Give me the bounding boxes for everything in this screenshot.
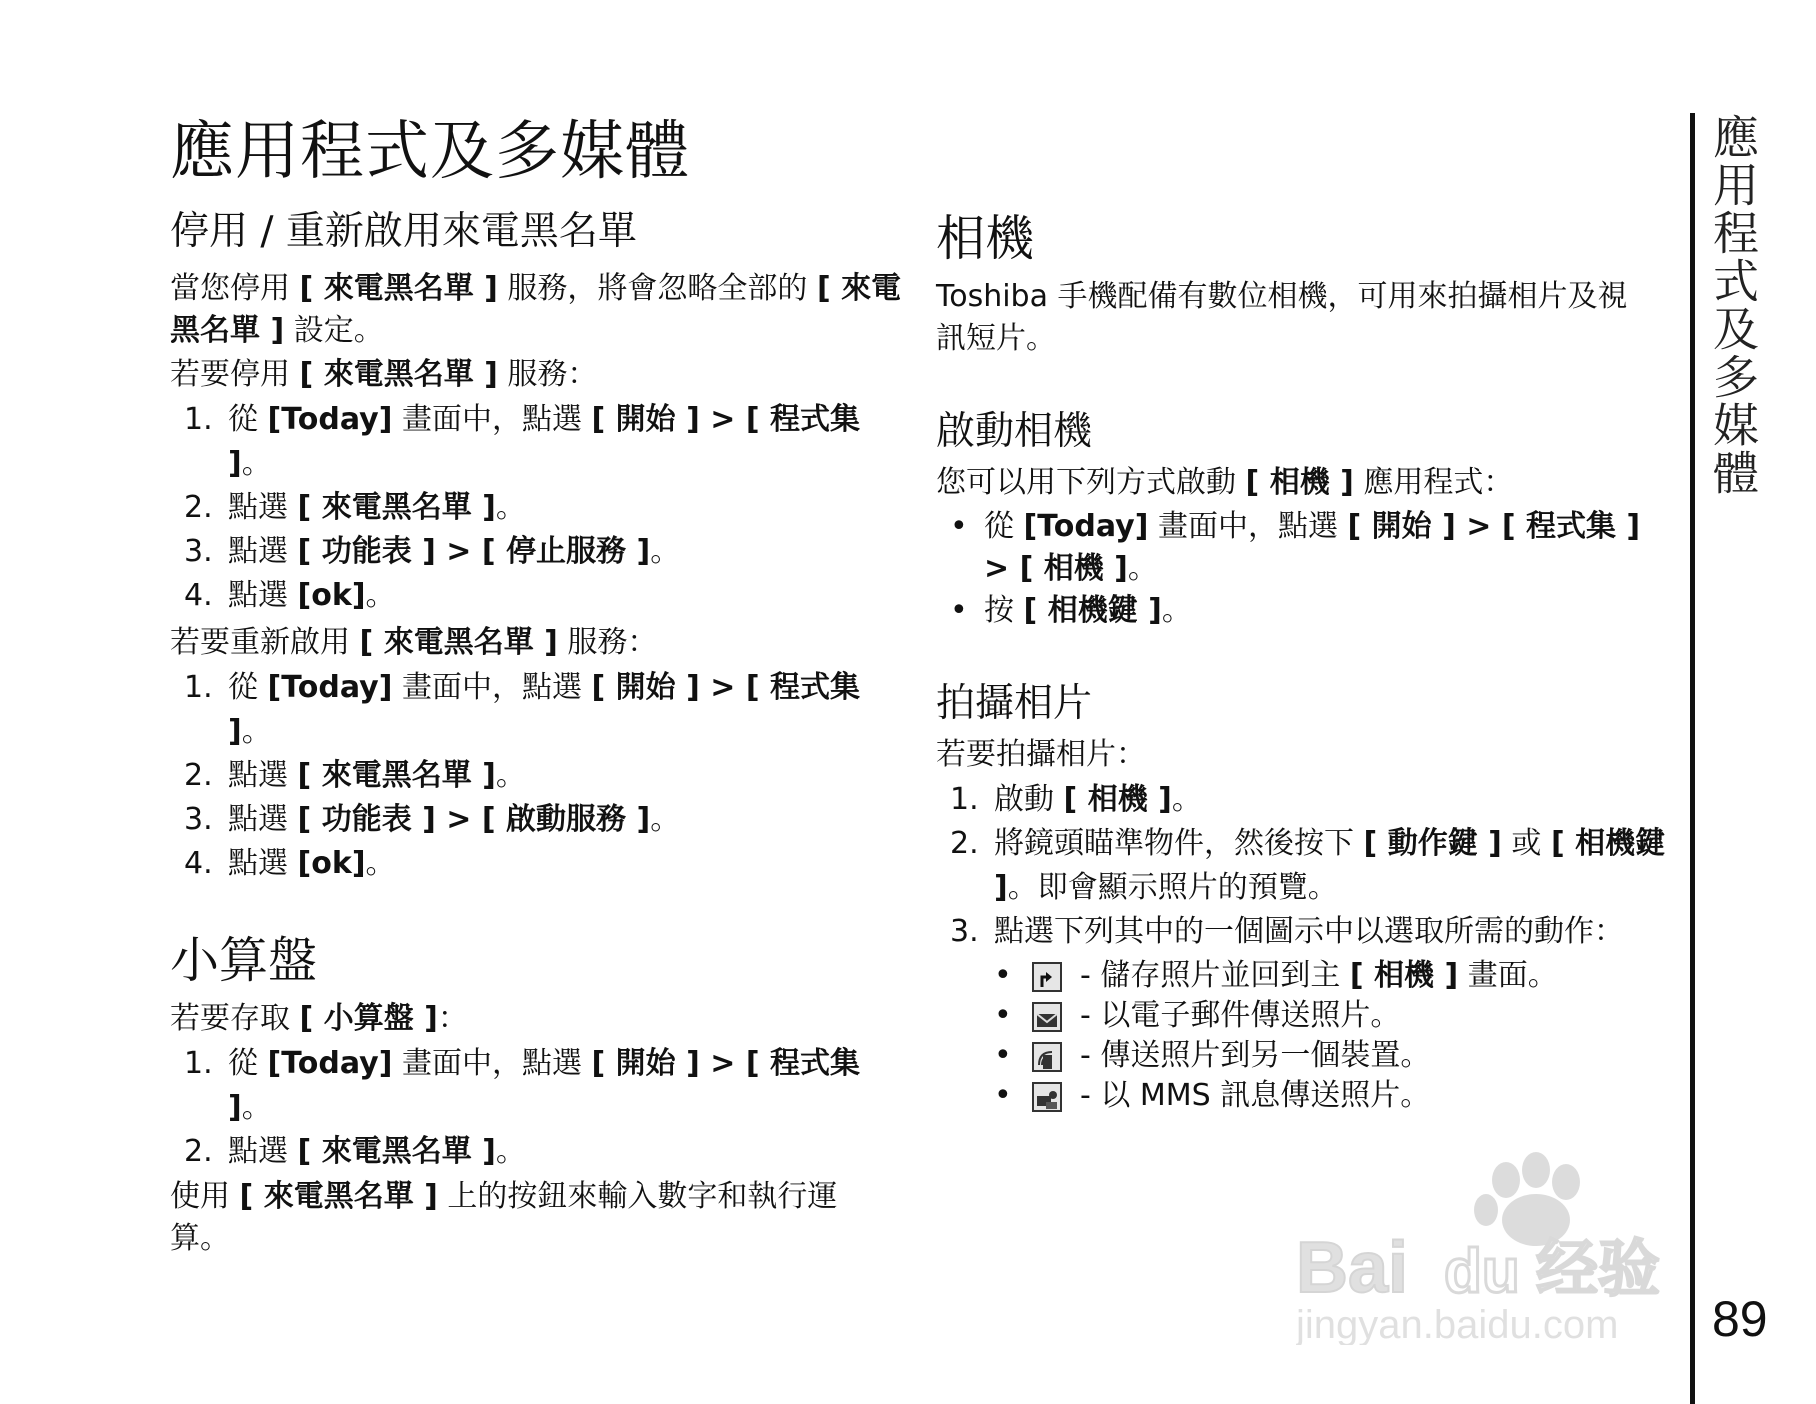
enable-intro: [170, 622, 910, 664]
text-run: [Today]: [267, 670, 393, 705]
text-run: 。: [650, 802, 681, 837]
bullet-icon: •: [994, 1038, 1012, 1073]
blacklist-intro: [170, 268, 910, 352]
text-run: [ 來電黑名單 ]: [297, 490, 496, 525]
text-run: 點選: [228, 578, 298, 613]
text-run: 點選: [228, 802, 298, 837]
step-number: 4.: [184, 846, 213, 881]
step-number: 2.: [184, 758, 213, 793]
text-run: 啟動: [994, 782, 1064, 817]
svg-text:经验: 经验: [1536, 1232, 1661, 1305]
text-run: [ 相機鍵 ]: [994, 826, 1666, 905]
text-run: [ok]: [297, 846, 366, 881]
bullet-icon: •: [994, 958, 1012, 993]
bullet-icon: •: [950, 593, 968, 628]
step-number: 2.: [184, 1134, 213, 1169]
icon-options: [982, 956, 1671, 1116]
text-run: 從: [228, 670, 268, 705]
text-run: [ 來電黑名單 ]: [297, 1134, 496, 1169]
bullet-icon: •: [994, 998, 1012, 1033]
text-run: 按: [984, 593, 1024, 628]
page-number: 89: [1712, 1291, 1768, 1347]
icon-option-text: [1040, 998, 1400, 1033]
text-run: - 儲存照片並回到主: [1080, 958, 1350, 993]
text-run: 使用: [170, 1179, 240, 1214]
text-run: [ 開始 ] > [ 程式集 ] > [ 相機 ]: [984, 509, 1641, 586]
text-run: 若要重新啟用: [170, 625, 360, 660]
text-run: [ 來電黑名單 ]: [170, 271, 902, 348]
text-run: 從: [984, 509, 1024, 544]
list-item: [170, 842, 910, 886]
shoot-intro: [936, 734, 1671, 776]
text-run: 。: [365, 578, 396, 613]
list-item: [170, 574, 910, 618]
baidu-watermark-logo: [1296, 1140, 1716, 1345]
text-run: [ 來電黑名單 ]: [359, 625, 558, 660]
text-run: 從: [228, 1046, 268, 1081]
text-run: 畫面中，點選: [392, 1046, 592, 1081]
text-run: - 以 MMS 訊息傳送照片。: [1080, 1078, 1431, 1113]
mms-icon: [1032, 1082, 1062, 1112]
launch-intro: [936, 462, 1671, 504]
calculator-intro: [170, 998, 910, 1040]
text-run: 畫面。: [1458, 958, 1558, 993]
text-run: 若要存取: [170, 1001, 300, 1036]
text-run: 服務：: [557, 625, 658, 660]
step-number: 3.: [950, 914, 979, 949]
list-item: [936, 910, 1671, 954]
launch-bullets: [936, 506, 1671, 632]
list-item: [170, 530, 910, 574]
text-run: 您可以用下列方式啟動: [936, 465, 1246, 500]
step-number: 1.: [184, 1046, 213, 1081]
text-run: 。: [495, 490, 526, 525]
text-run: 點選: [228, 846, 298, 881]
send-device-icon: [1032, 1042, 1062, 1072]
email-icon: [1032, 1002, 1062, 1032]
text-run: 。: [1127, 551, 1158, 586]
text-run: Toshiba 手機配備有數位相機，可用來拍攝相片及視訊短片。: [936, 279, 1628, 356]
list-item: [170, 486, 910, 530]
step-number: 3.: [184, 802, 213, 837]
enable-steps: [170, 666, 910, 886]
text-run: 畫面中，點選: [392, 670, 592, 705]
text-run: 若要停用: [170, 357, 300, 392]
text-run: 。: [495, 758, 526, 793]
text-run: 。: [650, 534, 681, 569]
calculator-steps: [170, 1042, 910, 1174]
launch-camera-heading: 啟動相機: [936, 409, 1093, 454]
icon-option-text: [1040, 1038, 1430, 1073]
step-number: 1.: [184, 402, 213, 437]
text-run: [ 來電黑名單 ]: [239, 1179, 438, 1214]
text-run: 。: [241, 1090, 272, 1125]
step-number: 2.: [950, 826, 979, 861]
text-run: 點選: [228, 1134, 298, 1169]
text-run: [Today]: [267, 402, 393, 437]
bullet-item: [936, 506, 1671, 590]
text-run: [ 功能表 ] > [ 啟動服務 ]: [297, 802, 651, 837]
disable-intro: [170, 354, 910, 396]
text-run: 上的按鈕來輸入數字和執行運算。: [170, 1179, 838, 1256]
text-run: 應用程式：: [1353, 465, 1514, 500]
icon-option-item: [982, 956, 1671, 996]
camera-heading: 相機: [936, 210, 1035, 267]
side-title: 應用程式及多媒體: [1706, 113, 1760, 497]
text-run: 當您停用: [170, 271, 300, 306]
shoot-steps: [936, 778, 1671, 954]
text-run: 點選: [228, 534, 298, 569]
text-run: [Today]: [267, 1046, 393, 1081]
text-run: 。: [241, 446, 272, 481]
text-run: [ 來電黑名單 ]: [297, 758, 496, 793]
shoot-photo-heading: 拍攝相片: [936, 681, 1093, 726]
step-number: 2.: [184, 490, 213, 525]
icon-option-item: [982, 1076, 1671, 1116]
text-run: 。即會顯示照片的預覽。: [1007, 870, 1338, 905]
svg-text:Bai: Bai: [1296, 1228, 1409, 1308]
list-item: [936, 778, 1671, 822]
text-run: 畫面中，點選: [1148, 509, 1348, 544]
bullet-item: [936, 590, 1671, 632]
svg-text:du: du: [1444, 1237, 1520, 1306]
text-run: 。: [1171, 782, 1202, 817]
list-item: [170, 398, 910, 486]
text-run: 畫面中，點選: [392, 402, 592, 437]
icon-option-item: [982, 996, 1671, 1036]
list-item: [170, 754, 910, 798]
camera-intro: [936, 276, 1636, 360]
text-run: ：: [437, 1001, 468, 1036]
step-number: 1.: [950, 782, 979, 817]
list-item: [936, 822, 1671, 910]
blacklist-heading: 停用 / 重新啟用來電黑名單: [170, 209, 637, 254]
bullet-icon: •: [994, 1078, 1012, 1113]
text-run: - 以電子郵件傳送照片。: [1080, 998, 1401, 1033]
text-run: [ 開始 ] > [ 程式集 ]: [228, 402, 860, 481]
list-item: [170, 1042, 910, 1130]
text-run: 服務，將會忽略全部的: [497, 271, 817, 306]
text-run: 將鏡頭瞄準物件，然後按下: [994, 826, 1364, 861]
text-run: 點選: [228, 490, 298, 525]
text-run: - 傳送照片到另一個裝置。: [1080, 1038, 1431, 1073]
step-number: 3.: [184, 534, 213, 569]
calculator-heading: 小算盤: [170, 932, 318, 989]
right-column: [936, 200, 1671, 1116]
text-run: 。: [365, 846, 396, 881]
text-run: [ok]: [297, 578, 366, 613]
text-run: 點選下列其中的一個圖示中以選取所需的動作：: [994, 914, 1624, 949]
text-run: [ 動作鍵 ]: [1363, 826, 1502, 861]
calculator-outro: [170, 1176, 870, 1260]
disable-steps: [170, 398, 910, 618]
text-run: [ 相機 ]: [1063, 782, 1172, 817]
list-item: [170, 666, 910, 754]
text-run: [ 來電黑名單 ]: [299, 271, 498, 306]
svg-text:jingyan.baidu.com: jingyan.baidu.com: [1296, 1303, 1619, 1345]
step-number: 4.: [184, 578, 213, 613]
text-run: 。: [495, 1134, 526, 1169]
left-column: [170, 200, 910, 1260]
text-run: 若要拍攝相片：: [936, 737, 1146, 772]
side-rule: [1690, 113, 1695, 1404]
text-run: [ 開始 ] > [ 程式集 ]: [228, 670, 860, 749]
list-item: [170, 798, 910, 842]
icon-option-text: [1040, 958, 1558, 993]
text-run: [ 小算盤 ]: [299, 1001, 438, 1036]
text-run: 服務：: [497, 357, 598, 392]
text-run: 。: [241, 714, 272, 749]
icon-option-item: [982, 1036, 1671, 1076]
text-run: [ 開始 ] > [ 程式集 ]: [228, 1046, 860, 1125]
text-run: [Today]: [1023, 509, 1149, 544]
text-run: [ 來電黑名單 ]: [299, 357, 498, 392]
text-run: 點選: [228, 758, 298, 793]
page-title: 應用程式及多媒體: [170, 115, 690, 189]
text-run: 。: [1161, 593, 1192, 628]
step-number: 1.: [184, 670, 213, 705]
list-item: [170, 1130, 910, 1174]
text-run: [ 相機鍵 ]: [1023, 593, 1162, 628]
text-run: [ 相機 ]: [1245, 465, 1354, 500]
text-run: [ 功能表 ] > [ 停止服務 ]: [297, 534, 651, 569]
text-run: 從: [228, 402, 268, 437]
text-run: [ 相機 ]: [1349, 958, 1459, 993]
save-return-icon: [1032, 962, 1062, 992]
text-run: 或: [1501, 826, 1551, 861]
bullet-icon: •: [950, 509, 968, 544]
text-run: 設定。: [284, 313, 384, 348]
icon-option-text: [1040, 1078, 1430, 1113]
